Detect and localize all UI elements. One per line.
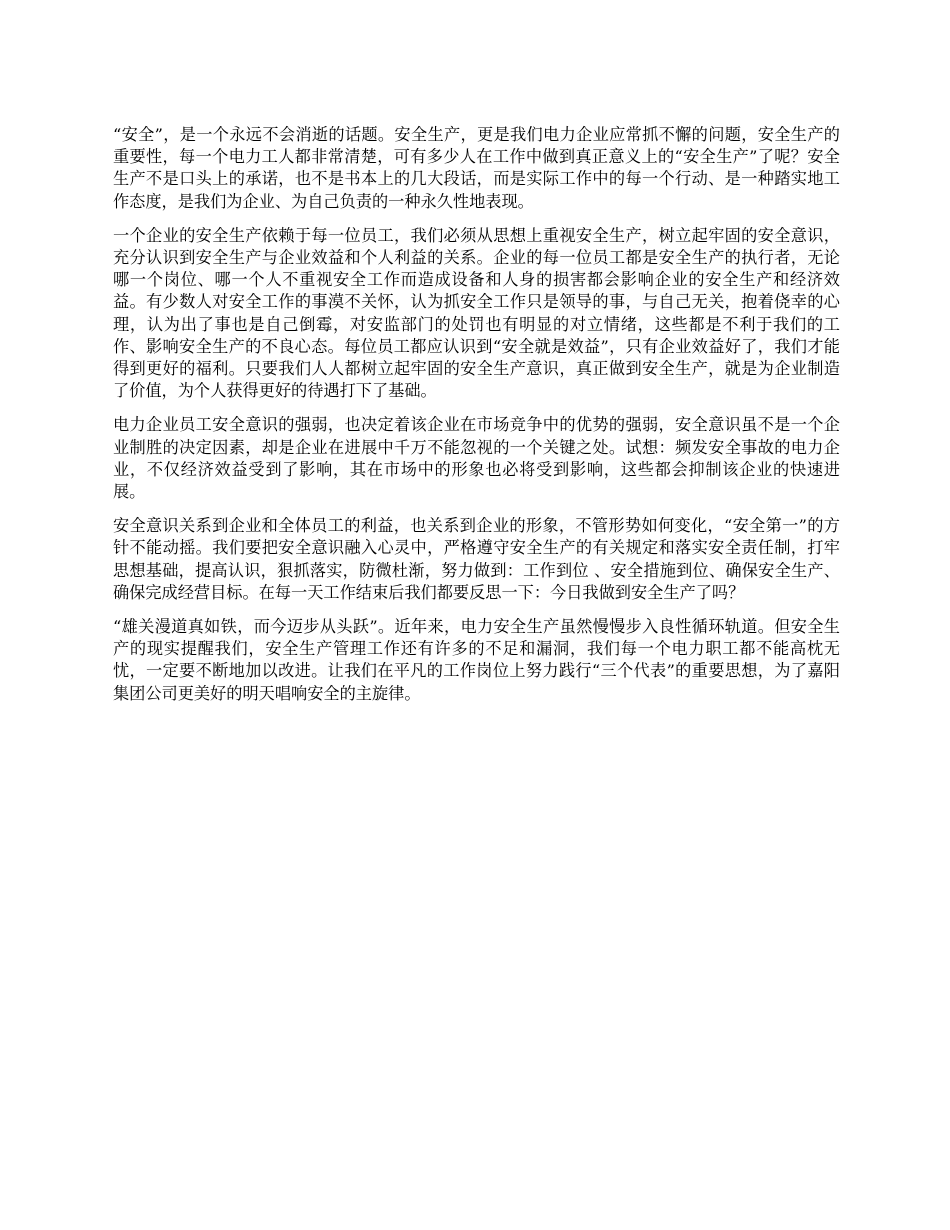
paragraph-3: 电力企业员工安全意识的强弱，也决定着该企业在市场竞争中的优势的强弱，安全意识虽不是一个企业制胜的决定因素，却是企业在进展中千万不能忽视的一个关键之处。试想：频发安全事故的电力企业，不仅经济效益受到了影响，其在市场中的形象也必将受到影响，这些都会抑制该企业的快速进展。 — [113, 415, 840, 502]
paragraph-4: 安全意识关系到企业和全体员工的利益，也关系到企业的形象，不管形势如何变化，“安全第一”的方针不能动摇。我们要把安全意识融入心灵中，严格遵守安全生产的有关规定和落实安全责任制，打牢思想基础，提高认识，狠抓落实，防微杜渐，努力做到：工作到位 、安全措施到位、确保安全生产、确保完成经营目标。在每一天工作结束后我们都要反思一下：今日我做到安全生产了吗？ — [113, 516, 840, 602]
paragraph-2: 一个企业的安全生产依赖于每一位员工，我们必须从思想上重视安全生产，树立起牢固的安全意识，充分认识到安全生产与企业效益和个人利益的关系。企业的每一位员工都是安全生产的执行者，无论哪一个岗位、哪一个人不重视安全工作而造成设备和人身的损害都会影响企业的安全生产和经济效益。有少数人对安全工作的事漠不关怀，认为抓安全工作只是领导的事，与自己无关，抱着侥幸的心理，认为出了事也是自己倒霉，对安监部门的处罚也有明显的对立情绪，这些都是不利于我们的工作、影响安全生产的不良心态。每位员工都应认识到“安全就是效益”，只有企业效益好了，我们才能得到更好的福利。只要我们人人都树立起牢固的安全生产意识，真正做到安全生产，就是为企业制造了价值，为个人获得更好的待遇打下了基础。 — [113, 225, 840, 401]
document-body — [113, 124, 840, 717]
paragraph-1: “安全”，是一个永远不会消逝的话题。安全生产，更是我们电力企业应常抓不懈的问题，安全生产的重要性，每一个电力工人都非常清楚，可有多少人在工作中做到真正意义上的“安全生产”了呢？安全生产不是口头上的承诺，也不是书本上的几大段话，而是实际工作中的每一个行动、是一种踏实地工作态度，是我们为企业、为自己负责的一种永久性地表现。 — [113, 125, 840, 211]
paragraph-5: “雄关漫道真如铁，而今迈步从头跃”。近年来，电力安全生产虽然慢慢步入良性循环轨道。但安全生产的现实提醒我们，安全生产管理工作还有许多的不足和漏洞，我们每一个电力职工都不能高枕无忧，一定要不断地加以改进。让我们在平凡的工作岗位上努力践行“三个代表”的重要思想，为了嘉阳集团公司更美好的明天唱响安全的主旋律。 — [113, 617, 840, 703]
